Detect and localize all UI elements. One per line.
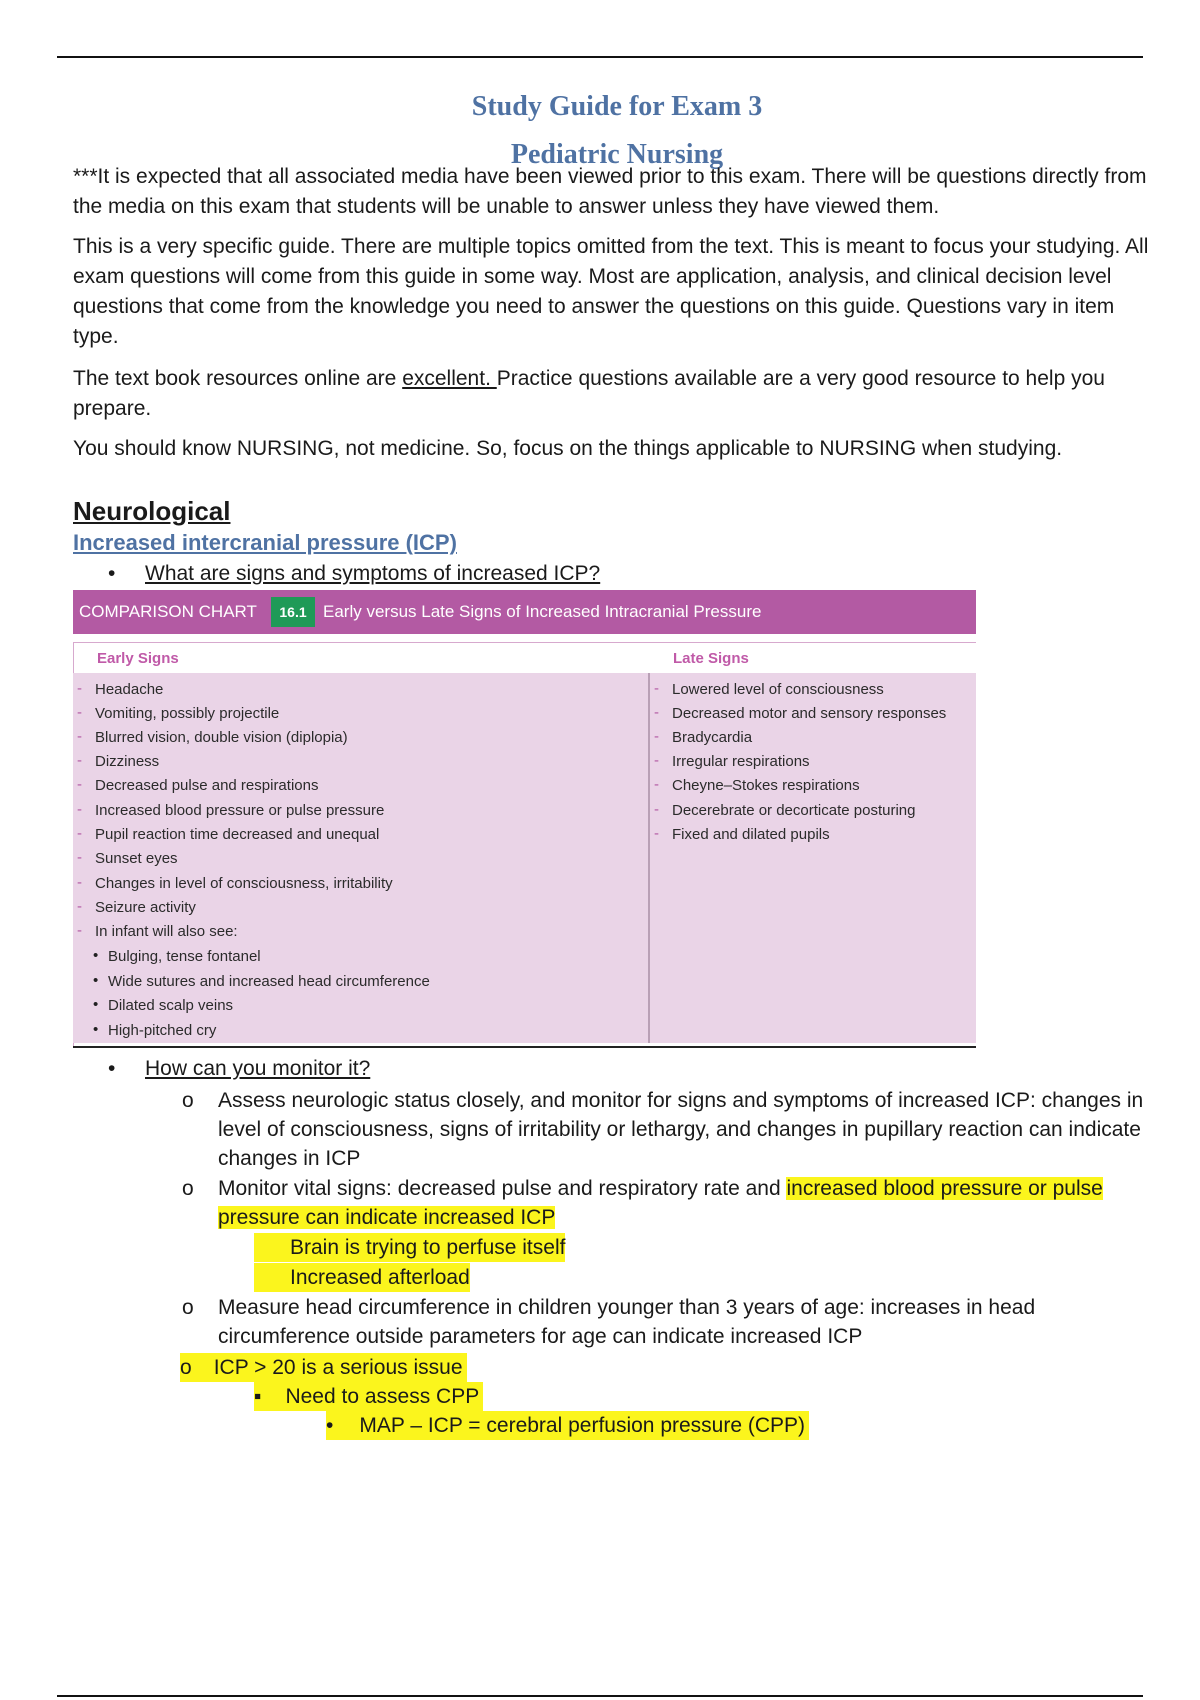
top-rule	[57, 56, 1143, 58]
monitor-item-head: Measure head circumference in children younger than 3 years of age: increases in head circumference outside parameters for age can indicate increased ICP	[218, 1296, 1036, 1348]
chart-description: Early versus Late Signs of Increased Intracranial Pressure	[323, 602, 762, 621]
intro-paragraph-guide: This is a very specific guide. There are multiple topics omitted from the text. This is meant to focus your studying. All exam questions will come from this guide in some way. Most are application, analysis, and clinical decision level questions that come from the knowledge you need to answer the questions on this guide. Questions vary in item type.	[73, 235, 1149, 348]
section-heading: Neurological	[73, 496, 231, 526]
page-subtitle: Pediatric Nursing	[510, 139, 724, 171]
page-title: Study Guide for Exam 3	[471, 90, 763, 122]
monitor-marker-3: o	[182, 1296, 194, 1319]
late-signs-header: Late Signs	[673, 650, 749, 667]
monitor-marker-1: o	[182, 1089, 194, 1112]
intro-paragraph-nursing: You should know NURSING, not medicine. So, focus on the things applicable to NURSING when studying.	[73, 437, 1063, 460]
intro-paragraph-media: ***It is expected that all associated media have been viewed prior to this exam. There will be questions directly from the media on this exam that students will be unable to answer unless they have viewed them.	[73, 165, 1147, 218]
monitor-subsub-formula: • MAP – ICP = cerebral perfusion pressure (CPP)	[326, 1411, 809, 1440]
excellent-underlined: excellent.	[402, 367, 497, 390]
bullet-marker: •	[108, 562, 116, 585]
early-signs-header: Early Signs	[97, 650, 179, 667]
comparison-chart	[73, 590, 976, 1050]
chart-badge: 16.1	[271, 597, 315, 627]
monitor-item-neuro: Assess neurologic status closely, and monitor for signs and symptoms of increased ICP: changes in level of consciousness, signs of irritability or lethargy, and changes in pupillary reaction can indicate changes in ICP	[218, 1089, 1144, 1170]
early-signs-column: - Headache - Vomiting, possibly projectile - Blurred vision, double vision (diplopia) - Dizziness - Decreased pulse and respirations - Increased blood pressure or pulse pressure - Pupil reaction time decreased and unequal - Sunset eyes - Changes in level of consciousness, irritability - Seizure activity - In infant will also see: • Bulging, tense fontanel • Wide sutures and increased head circumference • Dilated scalp veins • High-pitched cry	[73, 673, 650, 1043]
monitor-sub-cpp: ▪ Need to assess CPP	[254, 1382, 483, 1411]
monitor-item-icp: o ICP > 20 is a serious issue	[180, 1353, 467, 1382]
monitor-sub-afterload: Increased afterload	[254, 1263, 470, 1292]
monitor-sub-perfuse: Brain is trying to perfuse itself	[254, 1233, 565, 1262]
column-headers	[73, 642, 976, 674]
highlight-bp: increased blood pressure or pulse pressure can indicate increased ICP	[218, 1177, 1103, 1229]
bottom-rule	[57, 1695, 1143, 1697]
bullet-marker: •	[108, 1057, 116, 1080]
section-subheading: Increased intercranial pressure (ICP)	[73, 530, 457, 555]
late-signs-column: - Lowered level of consciousness - Decreased motor and sensory responses - Bradycardia - Irregular respirations - Cheyne–Stokes respirations - Decerebrate or decorticate posturing - Fixed and dilated pupils	[650, 673, 976, 1043]
chart-label: COMPARISON CHART	[79, 602, 257, 621]
monitor-item-vitals: Monitor vital signs: decreased pulse and respiratory rate and increased blood pressure or pulse pressure can indicate increased ICP	[218, 1177, 1103, 1229]
chart-header	[73, 590, 976, 634]
monitor-marker-2: o	[182, 1177, 194, 1200]
intro-paragraph-resources: The text book resources online are excellent. Practice questions available are a very good resource to help you prepare.	[73, 367, 1105, 420]
